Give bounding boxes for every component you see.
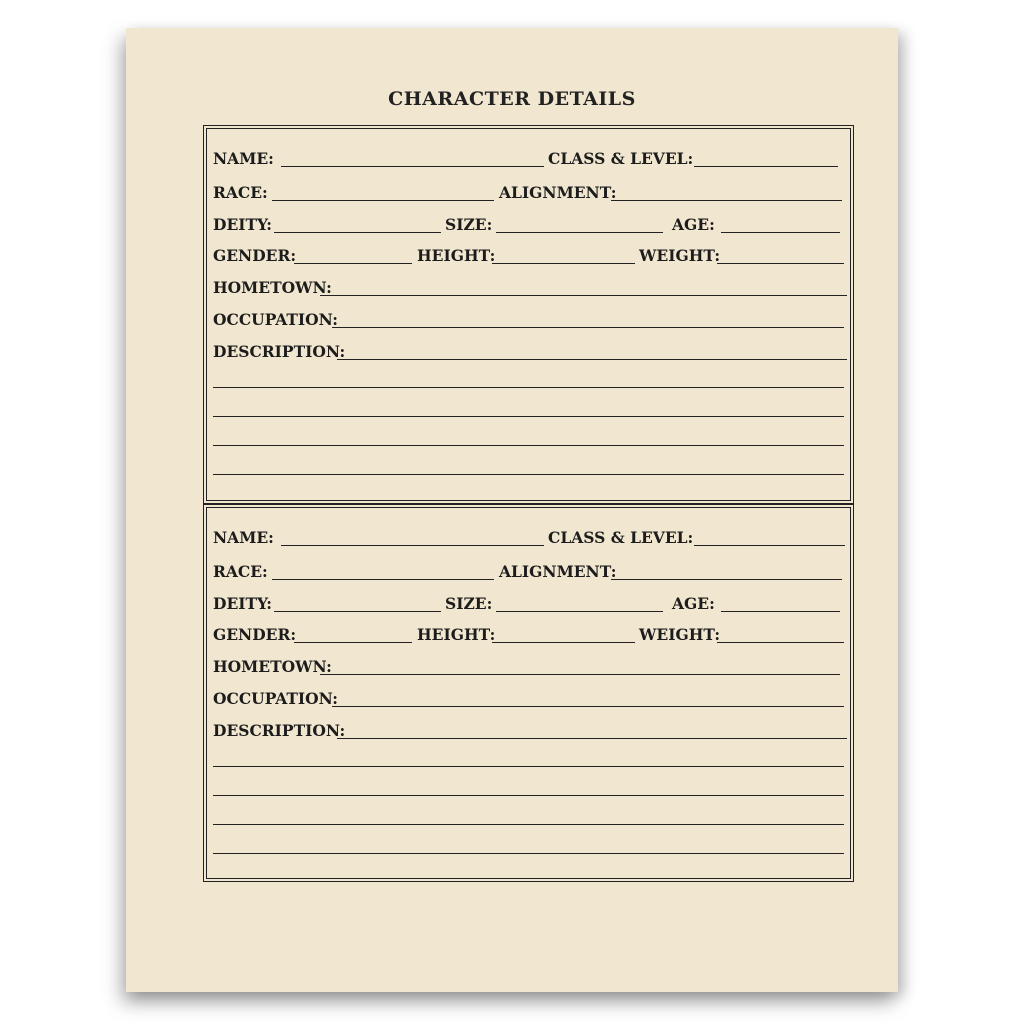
row-gender-height-weight: [213, 622, 844, 646]
description-line: [213, 775, 844, 799]
name-field[interactable]: [281, 166, 544, 167]
row-race-alignment: [213, 180, 844, 204]
height-label: HEIGHT:: [417, 246, 496, 265]
description-line: [213, 746, 844, 770]
deity-label: DEITY:: [213, 215, 272, 234]
row-description: [213, 718, 844, 742]
description-line: [213, 425, 844, 449]
row-description: [213, 339, 844, 363]
description-line-field[interactable]: [213, 795, 844, 796]
row-gender-height-weight: [213, 243, 844, 267]
description-field[interactable]: [337, 359, 847, 360]
row-race-alignment: [213, 559, 844, 583]
row-hometown: [213, 275, 844, 299]
gender-label: GENDER:: [213, 246, 297, 265]
description-line: [213, 367, 844, 391]
description-line: [213, 454, 844, 478]
alignment-label: ALIGNMENT:: [499, 183, 617, 202]
alignment-label: ALIGNMENT:: [499, 562, 617, 581]
class-level-label: CLASS & LEVEL:: [548, 149, 694, 168]
row-hometown: [213, 654, 844, 678]
occupation-field[interactable]: [332, 706, 844, 707]
gender-label: GENDER:: [213, 625, 297, 644]
name-field[interactable]: [281, 545, 544, 546]
gender-field[interactable]: [294, 263, 412, 264]
occupation-label: OCCUPATION:: [213, 310, 339, 329]
hometown-label: HOMETOWN:: [213, 278, 332, 297]
height-field[interactable]: [492, 642, 635, 643]
occupation-field[interactable]: [332, 327, 844, 328]
weight-field[interactable]: [717, 642, 844, 643]
name-label: NAME:: [213, 528, 274, 547]
row-occupation: [213, 686, 844, 710]
description-label: DESCRIPTION:: [213, 721, 346, 740]
row-name-class: [213, 525, 844, 549]
deity-field[interactable]: [274, 232, 441, 233]
class-level-field[interactable]: [694, 166, 838, 167]
description-line-field[interactable]: [213, 474, 844, 475]
age-label: AGE:: [672, 594, 715, 613]
row-deity-size-age: [213, 591, 844, 615]
description-field[interactable]: [337, 738, 847, 739]
age-field[interactable]: [721, 232, 840, 233]
size-field[interactable]: [496, 611, 663, 612]
row-occupation: [213, 307, 844, 331]
name-label: NAME:: [213, 149, 274, 168]
weight-label: WEIGHT:: [639, 625, 721, 644]
description-label: DESCRIPTION:: [213, 342, 346, 361]
hometown-label: HOMETOWN:: [213, 657, 332, 676]
age-label: AGE:: [672, 215, 715, 234]
page-title: CHARACTER DETAILS: [388, 88, 636, 110]
description-line-field[interactable]: [213, 853, 844, 854]
race-field[interactable]: [272, 579, 494, 580]
row-name-class: [213, 146, 844, 170]
description-line-field[interactable]: [213, 824, 844, 825]
description-line-field[interactable]: [213, 416, 844, 417]
description-line: [213, 804, 844, 828]
alignment-field[interactable]: [611, 200, 842, 201]
size-label: SIZE:: [445, 215, 493, 234]
weight-field[interactable]: [717, 263, 844, 264]
character-block-2: [203, 504, 854, 882]
hometown-field[interactable]: [320, 674, 840, 675]
occupation-label: OCCUPATION:: [213, 689, 339, 708]
character-block-1: [203, 125, 854, 504]
hometown-field[interactable]: [320, 295, 847, 296]
description-line-field[interactable]: [213, 445, 844, 446]
size-field[interactable]: [496, 232, 663, 233]
class-level-label: CLASS & LEVEL:: [548, 528, 694, 547]
race-field[interactable]: [272, 200, 494, 201]
description-line: [213, 833, 844, 857]
deity-field[interactable]: [274, 611, 441, 612]
size-label: SIZE:: [445, 594, 493, 613]
deity-label: DEITY:: [213, 594, 272, 613]
alignment-field[interactable]: [611, 579, 842, 580]
race-label: RACE:: [213, 183, 268, 202]
description-line-field[interactable]: [213, 766, 844, 767]
row-deity-size-age: [213, 212, 844, 236]
description-line: [213, 396, 844, 420]
gender-field[interactable]: [294, 642, 412, 643]
description-line-field[interactable]: [213, 387, 844, 388]
race-label: RACE:: [213, 562, 268, 581]
weight-label: WEIGHT:: [639, 246, 721, 265]
class-level-field[interactable]: [694, 545, 845, 546]
height-label: HEIGHT:: [417, 625, 496, 644]
height-field[interactable]: [492, 263, 635, 264]
age-field[interactable]: [721, 611, 840, 612]
